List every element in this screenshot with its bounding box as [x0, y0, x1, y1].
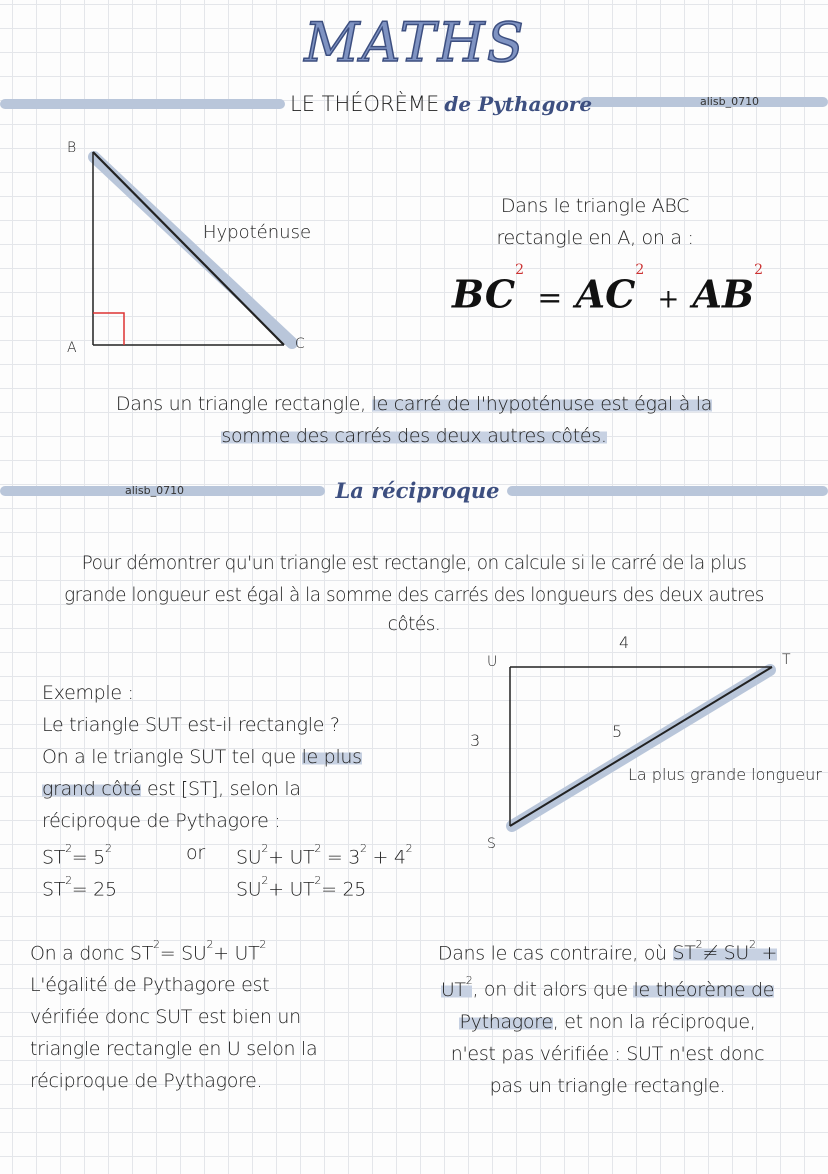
calc-su: SU [236, 878, 262, 901]
statement-line1: Dans le triangle ABC [500, 195, 690, 217]
theorem-rule [20, 388, 808, 452]
conc-right-l1a: Dans le cas contraire, où [437, 942, 673, 965]
side-label-3: 3 [470, 731, 481, 750]
watermark-section: alisb_0710 [125, 484, 185, 497]
subtitle-script: de Pythagore [444, 92, 593, 116]
page-subtitle [290, 88, 593, 122]
reciprocal-line2: grande longueur est égal à la somme des carrés des longueurs des deux autres [64, 585, 764, 606]
calc-plus: + [268, 878, 284, 901]
example-calc-1 [42, 837, 112, 873]
formula-exp: 2 [515, 262, 524, 278]
conc-right-su: ≠ SU [702, 942, 750, 965]
reciprocal-line1: Pour démontrer qu'un triangle est rectangle, on calcule si le carré de la plus [81, 553, 747, 574]
triangle-sut-diagram [490, 650, 790, 840]
exp: 2 [206, 938, 214, 951]
header-bar-left [0, 99, 285, 109]
exp: 2 [65, 842, 72, 855]
formula-plus: + [657, 284, 680, 315]
calc-ut: UT [289, 846, 315, 869]
conclusion-right [410, 933, 805, 1102]
exp: 2 [153, 938, 160, 951]
exp: 2 [695, 938, 703, 951]
calc-val: 25 [93, 878, 117, 901]
right-angle-mark [93, 313, 124, 345]
subtitle-plain: LE THÉORÈME [290, 92, 440, 116]
exp: 2 [261, 842, 269, 855]
formula-ab: AB [692, 271, 755, 317]
calc-eq: = [321, 878, 337, 901]
section-title: La réciproque [335, 478, 500, 503]
example-calc-3 [42, 869, 117, 905]
pythagore-formula [452, 262, 763, 328]
example-block [42, 677, 442, 837]
conc-right-highlight-4: Pythagore [459, 1010, 553, 1033]
calc-st: ST [42, 878, 66, 901]
reciprocal-text [10, 548, 818, 638]
formula-exp: 2 [635, 262, 645, 278]
conc-left-line2: L'égalité de Pythagore est [30, 974, 270, 997]
calc-eq: = [71, 878, 88, 901]
conc-left-ut: + UT [213, 942, 260, 965]
exp: 2 [261, 874, 269, 887]
side-label-5: 5 [612, 722, 623, 741]
conc-right-ut: UT [440, 978, 466, 1001]
calc-eq: = [326, 846, 343, 869]
example-question: Le triangle SUT est-il rectangle ? [42, 714, 340, 736]
calc-plus: + [372, 846, 389, 869]
vertex-t: T [782, 652, 791, 668]
example-line3a: On a le triangle SUT tel que [42, 746, 302, 768]
conc-right-line5: pas un triangle rectangle. [489, 1074, 726, 1097]
calc-five: 5 [93, 846, 105, 869]
conc-right-highlight-3: le théorème de [633, 978, 775, 1001]
example-or: or [186, 842, 205, 864]
rule-highlight-1: le carré de l'hypoténuse est égal à la [371, 393, 713, 415]
hypotenuse-label: Hypoténuse [203, 222, 312, 243]
conc-right-l3b: , et non la réciproque, [552, 1010, 756, 1033]
formula-exp: 2 [754, 262, 764, 278]
example-line4b: est [ST], selon la [141, 778, 301, 800]
conc-right-highlight-2 [440, 974, 473, 1001]
section-bar-right [507, 486, 828, 496]
exp: 2 [465, 974, 473, 988]
conc-right-l2b: , on dit alors que [472, 978, 634, 1001]
calc-ut: UT [289, 878, 315, 901]
reciprocal-line3: côtés. [387, 614, 441, 635]
triangle-abc-diagram [60, 135, 320, 365]
exp: 2 [259, 938, 267, 951]
conc-right-plus: + [761, 942, 778, 965]
example-line5: réciproque de Pythagore : [42, 810, 281, 832]
hypotenuse-st-highlight [512, 670, 770, 826]
side-label-4: 4 [619, 633, 630, 652]
vertex-c: C [295, 336, 305, 352]
conc-left-line3: vérifiée donc SUT est bien un [30, 1006, 301, 1029]
calc-three: 3 [348, 846, 360, 869]
exp: 2 [314, 874, 322, 887]
formula-eq: = [537, 280, 563, 316]
conc-right-line4: n'est pas vérifiée : SUT n'est donc [450, 1042, 765, 1065]
conc-left-line5: réciproque de Pythagore. [30, 1070, 263, 1093]
vertex-a: A [67, 340, 77, 356]
example-calc-4 [236, 869, 366, 905]
conc-left-line4: triangle rectangle en U selon la [30, 1038, 318, 1061]
conc-right-highlight-1 [672, 938, 778, 965]
vertex-b: B [67, 140, 77, 156]
vertex-s: S [487, 836, 496, 852]
exp: 2 [104, 842, 112, 855]
formula-bc: BC [452, 271, 516, 317]
formula-ac: AC [575, 271, 636, 317]
conc-right-st: ST [672, 942, 696, 965]
calc-val: 25 [342, 878, 367, 901]
exp: 2 [360, 842, 367, 855]
rule-prefix: Dans un triangle rectangle, [115, 393, 372, 415]
calc-su: SU [236, 846, 262, 869]
example-title: Exemple : [42, 682, 134, 704]
calc-plus: + [268, 846, 284, 869]
page-title: MATHS [304, 11, 526, 74]
vertex-u: U [487, 654, 498, 670]
statement-line2: rectangle en A, on a : [496, 227, 694, 249]
calc-four: 4 [393, 846, 406, 869]
exp: 2 [405, 842, 413, 855]
exp: 2 [314, 842, 322, 855]
side-bc [93, 152, 284, 345]
conc-left-st: On a donc ST [30, 942, 153, 965]
theorem-statement [470, 190, 720, 254]
rule-highlight-2: somme des carrés des deux autres côtés. [221, 425, 607, 447]
calc-st: ST [42, 846, 66, 869]
conc-left-su: = SU [159, 942, 207, 965]
exp: 2 [65, 874, 72, 887]
example-line4-highlight: grand côté [42, 778, 142, 800]
longest-side-label: La plus grande longueur [628, 765, 822, 784]
side-st [510, 667, 772, 826]
conclusion-left [30, 933, 400, 1097]
exp: 2 [749, 938, 756, 951]
example-calc-2 [236, 837, 412, 873]
example-line3-highlight: le plus [301, 746, 362, 768]
calc-eq: = [71, 846, 88, 869]
watermark-top: alisb_0710 [700, 95, 760, 108]
